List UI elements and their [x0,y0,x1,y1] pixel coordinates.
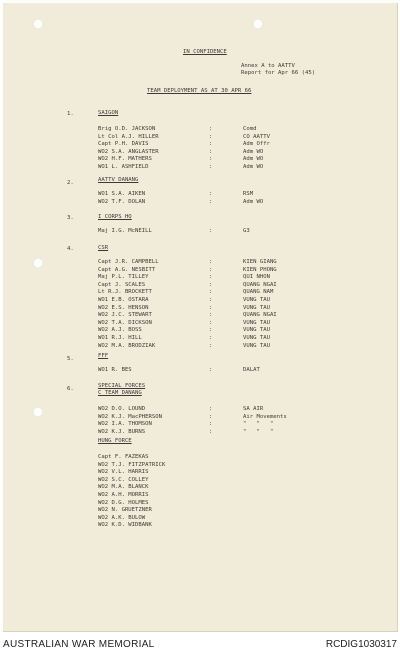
personnel-name: WO2 K.J. BURNS [98,428,146,435]
personnel-role: QUI NHON [243,274,270,281]
personnel-name: WO2 N. GRUETZNER [98,507,152,514]
personnel-role: CO AATTV [243,133,270,140]
separator-colon: : [209,266,213,273]
personnel-role: Comd [243,126,257,132]
separator-colon: : [209,198,213,205]
separator-colon: : [209,289,213,296]
personnel-name: WO1 L. ASHFIELD [98,164,149,170]
personnel-name: WO2 T.J. FITZPATRICK [98,461,166,468]
personnel-role: Adm WO [243,198,264,205]
section-heading: FFF [98,353,109,359]
separator-colon: : [209,342,213,349]
separator-colon: : [209,304,213,311]
personnel-role: KIEN PHONG [243,266,277,273]
annex-reference: Annex A to AATTV [241,63,295,69]
personnel-role: Adm WO [243,156,264,163]
punch-hole [253,19,263,29]
personnel-name: WO2 A.K. BULOW [98,514,146,521]
separator-colon: : [209,327,213,334]
personnel-role: VUNG TAU [243,342,270,349]
personnel-role: G3 [243,228,250,234]
personnel-role: QUANG NGAI [243,312,277,319]
separator-colon: : [209,335,213,341]
section-heading: CSR [98,245,109,251]
section-heading: HUNG FORCE [98,438,132,444]
personnel-name: WO2 K.J. MacPHERSON [98,413,162,420]
separator-colon: : [209,367,213,373]
section-subheading: C TEAM DANANG [98,390,142,396]
personnel-role: " " " [243,428,274,435]
personnel-name: WO1 S.A. AIKEN [98,191,146,197]
personnel-role: VUNG TAU [243,335,270,341]
separator-colon: : [209,312,213,319]
separator-colon: : [209,191,213,197]
separator-colon: : [209,281,213,288]
personnel-role: KIEN GIANG [243,259,277,265]
personnel-name: Capt A.G. NESBITT [98,266,156,273]
personnel-role: VUNG TAU [243,327,270,334]
report-reference: Report for Apr 66 (45) [241,70,316,76]
personnel-name: WO1 E.B. OSTARA [98,297,149,303]
punch-hole [33,258,43,268]
section-number: 6. [67,386,74,392]
separator-colon: : [209,259,213,265]
personnel-name: WO2 J.C. STEWART [98,312,152,319]
footer [0,634,400,654]
personnel-name: WO2 H.F. MATHERS [98,156,152,163]
separator-colon: : [209,164,213,170]
personnel-name: Brig O.D. JACKSON [98,126,156,132]
footer-source: AUSTRALIAN WAR MEMORIAL [3,639,155,650]
personnel-role: " " " [243,421,274,428]
separator-colon: : [209,297,213,303]
personnel-name: WO2 T.A. DICKSON [98,319,152,326]
section-heading: SPECIAL FORCES [98,383,146,389]
separator-colon: : [209,274,213,281]
personnel-name: Capt J. SCALES [98,281,146,288]
personnel-name: WO1 R.J. HILL [98,335,142,341]
classification-heading: IN CONFIDENCE [183,49,227,55]
personnel-name: WO2 V.L. HARRIS [98,469,149,476]
personnel-name: WO2 A.J. BOSS [98,327,142,334]
separator-colon: : [209,126,213,132]
section-number: 2. [67,180,74,186]
personnel-name: WO2 A.H. MORRIS [98,492,149,498]
separator-colon: : [209,413,213,420]
personnel-name: WO2 I.A. THOMSON [98,421,152,428]
personnel-name: Maj P.L. TILLEY [98,274,149,281]
personnel-role: VUNG TAU [243,319,270,326]
separator-colon: : [209,141,213,148]
punch-hole [33,19,43,29]
personnel-role: SA AIR [243,406,264,412]
footer-reference: RCDIG1030317 [325,639,397,650]
personnel-name: WO2 D.G. HOLMES [98,499,149,506]
personnel-name: Maj I.G. McNEILL [98,228,152,234]
personnel-name: WO2 T.F. DOLAN [98,198,146,205]
personnel-role: DALAT [243,367,260,373]
personnel-name: WO2 S.A. ANGLASTER [98,148,159,155]
separator-colon: : [209,148,213,155]
section-number: 3. [67,215,74,221]
personnel-role: Adm Offr [243,141,270,148]
personnel-name: Lt Col A.J. HILLER [98,133,159,140]
personnel-role: Adm WO [243,164,264,170]
personnel-name: WO2 M.A. BLANCK [98,484,149,491]
separator-colon: : [209,156,213,163]
separator-colon: : [209,428,213,435]
personnel-name: WO1 R. BES [98,367,132,373]
personnel-role: Air Movements [243,413,287,420]
separator-colon: : [209,228,213,234]
separator-colon: : [209,133,213,140]
personnel-name: Capt J.R. CAMPBELL [98,259,159,265]
separator-colon: : [209,406,213,412]
personnel-role: QUANG NGAI [243,281,277,288]
personnel-name: WO2 M.A. BRODZIAK [98,342,156,349]
personnel-name: WO2 E.S. HENSON [98,304,149,311]
personnel-role: Adm WO [243,148,264,155]
section-number: 5. [67,356,74,362]
personnel-name: Capt P.H. DAVIS [98,141,149,148]
personnel-role: RSM [243,191,254,197]
personnel-role: VUNG TAU [243,304,270,311]
personnel-name: WO2 K.D. WIDBANK [98,522,152,529]
document-page [3,3,398,632]
personnel-name: WO2 D.O. LOUND [98,406,146,412]
section-heading: I CORPS HQ [98,214,132,220]
personnel-role: VUNG TAU [243,297,270,303]
section-heading: AATTV DANANG [98,177,139,183]
section-number: 4. [67,246,74,252]
separator-colon: : [209,319,213,326]
page-title: TEAM DEPLOYMENT AS AT 30 APR 66 [147,88,252,94]
personnel-role: QUANG NAM [243,289,274,296]
separator-colon: : [209,421,213,428]
section-number: 1. [67,111,74,117]
personnel-name: Lt R.J. BROCKETT [98,289,152,296]
punch-hole [33,407,43,417]
personnel-name: Capt F. FAZEKAS [98,454,149,460]
personnel-name: WO2 S.C. COLLEY [98,476,149,483]
section-heading: SAIGON [98,110,119,116]
